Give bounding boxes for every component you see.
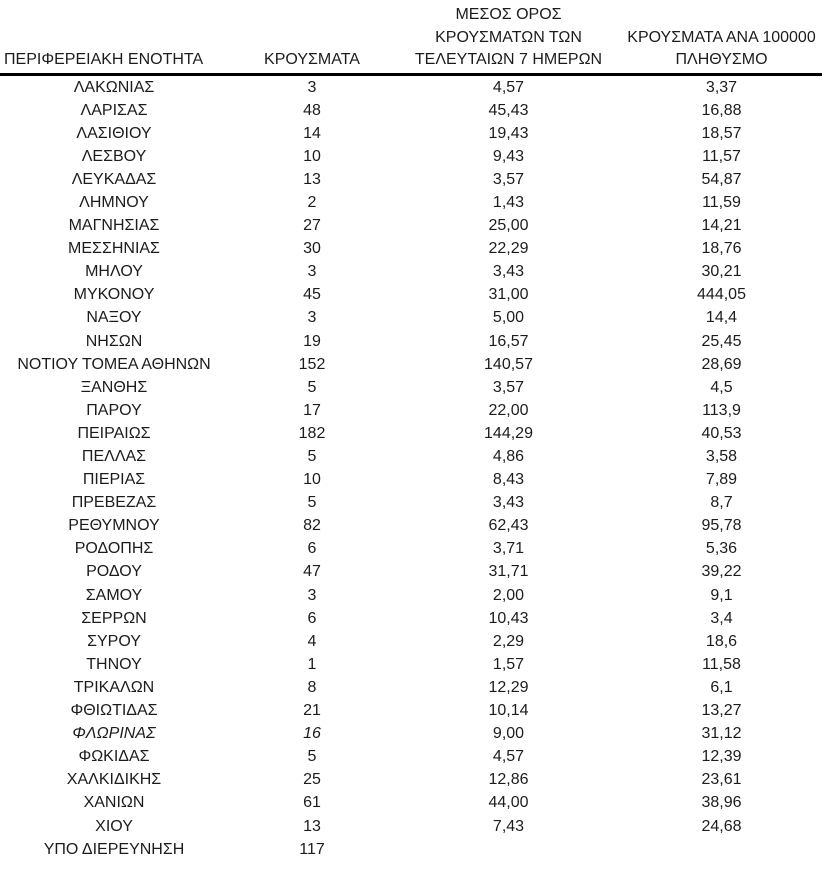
region-cell: ΣΑΜΟΥ	[85, 586, 143, 604]
avg7-cell: 3,71	[492, 540, 525, 558]
avg7-cell: 3,43	[492, 263, 525, 281]
region-cell: ΧΑΛΚΙΔΙΚΗΣ	[66, 771, 162, 789]
per100k-cell: 113,9	[702, 401, 741, 419]
per100k-cell: 13,27	[701, 702, 742, 720]
cases-cell: 13	[303, 817, 321, 835]
region-cell: ΜΑΓΝΗΣΙΑΣ	[68, 217, 160, 235]
region-cell: ΜΗΛΟΥ	[85, 263, 143, 281]
cases-cell: 10	[303, 147, 321, 165]
table-row	[0, 791, 822, 814]
cases-cell: 16	[303, 725, 321, 743]
table-row	[0, 468, 822, 491]
avg7-cell: 22,29	[488, 240, 529, 258]
avg7-cell: 9,00	[492, 725, 525, 743]
cases-cell: 8	[307, 678, 317, 696]
per100k-cell: 11,58	[702, 655, 741, 673]
avg7-cell: 12,86	[488, 771, 529, 789]
region-cell: ΠΕΙΡΑΙΩΣ	[77, 424, 151, 442]
avg7-cell: 3,57	[492, 378, 525, 396]
avg7-cell: 10,43	[488, 609, 529, 627]
region-cell: ΠΡΕΒΕΖΑΣ	[71, 494, 157, 512]
per100k-cell: 38,96	[701, 794, 742, 812]
avg7-cell: 12,29	[488, 678, 529, 696]
cases-cell: 19	[303, 332, 321, 350]
table-row	[0, 491, 822, 514]
table-row	[0, 768, 822, 791]
cases-cell: 117	[299, 840, 325, 858]
table-row	[0, 99, 822, 122]
col-header-per100k-line2: ΠΛΗΘΥΣΜΟ	[675, 51, 768, 68]
table-row	[0, 653, 822, 676]
table-row	[0, 214, 822, 237]
region-cell: ΛΑΚΩΝΙΑΣ	[73, 78, 155, 96]
avg7-cell: 1,57	[492, 655, 525, 673]
col-header-avg7-line3: ΤΕΛΕΥΤΑΙΩΝ 7 ΗΜΕΡΩΝ	[414, 51, 603, 68]
cases-cell: 3	[307, 263, 317, 281]
table-row	[0, 237, 822, 260]
per100k-cell: 54,87	[701, 170, 742, 188]
per100k-cell: 18,6	[705, 632, 738, 650]
col-header-cases	[228, 0, 396, 74]
per100k-cell: 95,78	[701, 517, 742, 535]
per100k-cell: 23,61	[701, 771, 742, 789]
avg7-cell: 31,00	[488, 286, 529, 304]
col-header-per100k	[621, 0, 822, 74]
per100k-cell: 39,22	[701, 563, 742, 581]
region-cell: ΛΑΡΙΣΑΣ	[80, 101, 148, 119]
per100k-cell: 28,69	[701, 355, 742, 373]
col-header-avg7-line2: ΚΡΟΥΣΜΑΤΩΝ ΤΩΝ	[435, 28, 582, 46]
per100k-cell: 3,37	[705, 78, 738, 96]
avg7-cell: 16,57	[488, 332, 529, 350]
per100k-cell: 5,36	[705, 540, 738, 558]
col-header-avg7	[396, 0, 621, 74]
avg7-cell: 4,57	[492, 748, 525, 766]
col-header-per100k-line1: ΚΡΟΥΣΜΑΤΑ ΑΝΑ 100000	[627, 28, 816, 46]
cases-cell: 17	[303, 401, 321, 419]
region-cell: ΧΑΝΙΩΝ	[83, 794, 145, 812]
table-row	[0, 422, 822, 445]
cases-cell: 13	[303, 170, 321, 188]
per100k-cell: 12,39	[701, 748, 742, 766]
cases-cell: 3	[307, 586, 317, 604]
cases-cell: 4	[307, 632, 317, 650]
per100k-cell: 18,76	[701, 240, 742, 258]
table-row	[0, 122, 822, 145]
cases-cell: 3	[307, 78, 317, 96]
region-cell: ΞΑΝΘΗΣ	[80, 378, 148, 396]
header-row	[0, 0, 822, 74]
per100k-cell: 25,45	[701, 332, 742, 350]
per100k-cell: 6,1	[710, 678, 733, 696]
table-row	[0, 584, 822, 607]
per100k-cell: 4,5	[710, 378, 733, 396]
region-cell: ΦΛΩΡΙΝΑΣ	[72, 725, 156, 743]
region-cell: ΤΡΙΚΑΛΩΝ	[73, 678, 155, 696]
cases-cell: 47	[303, 563, 321, 581]
cases-cell: 27	[303, 217, 321, 235]
avg7-cell: 31,71	[488, 563, 529, 581]
region-cell: ΦΩΚΙΔΑΣ	[78, 748, 150, 766]
table-row	[0, 514, 822, 537]
region-cell: ΦΘΙΩΤΙΔΑΣ	[70, 702, 158, 720]
per100k-cell: 11,59	[702, 193, 741, 211]
avg7-cell: 2,00	[492, 586, 525, 604]
per100k-cell: 3,4	[710, 609, 733, 627]
per100k-cell	[621, 838, 822, 861]
table-row	[0, 330, 822, 353]
avg7-cell: 5,00	[492, 309, 525, 327]
region-cell: ΝΟΤΙΟΥ ΤΟΜΕΑ ΑΘΗΝΩΝ	[17, 355, 211, 373]
avg7-cell: 10,14	[488, 702, 529, 720]
table-row	[0, 168, 822, 191]
avg7-cell: 140,57	[484, 355, 533, 373]
table-row	[0, 376, 822, 399]
cases-cell: 14	[303, 124, 321, 142]
per100k-cell: 11,57	[702, 147, 741, 165]
region-cell: ΛΕΥΚΑΔΑΣ	[71, 170, 157, 188]
region-cell: ΠΕΛΛΑΣ	[81, 448, 147, 465]
cases-cell: 21	[303, 702, 321, 720]
cases-cell: 48	[303, 101, 321, 119]
region-cell: ΛΑΣΙΘΙΟΥ	[76, 124, 152, 142]
avg7-cell: 25,00	[488, 217, 529, 235]
cases-cell: 30	[303, 240, 321, 258]
table-row	[0, 537, 822, 560]
avg7-cell: 9,43	[492, 147, 525, 165]
table-row	[0, 745, 822, 768]
table-row	[0, 560, 822, 583]
avg7-cell: 4,57	[492, 78, 525, 96]
region-cell: ΠΙΕΡΙΑΣ	[82, 471, 146, 489]
avg7-cell: 3,57	[492, 170, 525, 188]
cases-cell: 6	[307, 540, 317, 558]
table-row	[0, 145, 822, 168]
region-cell: ΠΑΡΟΥ	[86, 401, 142, 419]
table-row	[0, 74, 822, 99]
avg7-cell: 45,43	[488, 101, 529, 119]
per100k-cell: 31,12	[701, 725, 742, 743]
cases-cell: 5	[307, 748, 317, 766]
region-cell: ΤΗΝΟΥ	[86, 655, 142, 673]
avg7-cell: 4,86	[492, 448, 525, 465]
table-row	[0, 699, 822, 722]
region-cell: ΡΟΔΟΠΗΣ	[74, 540, 154, 558]
table-row	[0, 191, 822, 214]
table-row	[0, 399, 822, 422]
cases-cell: 182	[298, 424, 326, 442]
per100k-cell: 30,21	[701, 263, 742, 281]
avg7-cell	[396, 838, 621, 861]
avg7-cell: 2,29	[492, 632, 525, 650]
per100k-cell: 8,7	[710, 494, 733, 512]
cases-cell: 6	[307, 609, 317, 627]
table-row	[0, 445, 822, 468]
cases-cell: 25	[303, 771, 321, 789]
per100k-cell: 24,68	[701, 817, 742, 835]
table-row	[0, 283, 822, 306]
avg7-cell: 22,00	[488, 401, 529, 419]
per100k-cell: 9,1	[710, 586, 733, 604]
cases-cell: 61	[303, 794, 321, 812]
avg7-cell: 8,43	[492, 471, 525, 489]
region-cell: ΡΕΘΥΜΝΟΥ	[68, 517, 160, 535]
region-cell: ΣΥΡΟΥ	[87, 632, 141, 650]
table-row	[0, 838, 822, 861]
per100k-cell: 444,05	[697, 286, 746, 304]
table-header	[0, 0, 822, 74]
table-row	[0, 306, 822, 329]
avg7-cell: 3,43	[492, 494, 525, 512]
region-cell: ΜΥΚΟΝΟΥ	[73, 286, 155, 304]
cases-cell: 152	[298, 355, 326, 373]
table-row	[0, 722, 822, 745]
table-row	[0, 607, 822, 630]
cases-cell: 82	[303, 517, 321, 535]
cases-cell: 1	[307, 655, 317, 673]
table-body	[0, 74, 822, 861]
cases-cell: 5	[307, 494, 317, 512]
region-cell: ΝΗΣΩΝ	[85, 332, 143, 350]
per100k-cell: 18,57	[701, 124, 742, 142]
cases-cell: 45	[303, 286, 321, 304]
per100k-cell: 7,89	[705, 471, 738, 489]
avg7-cell: 144,29	[484, 424, 533, 442]
avg7-cell: 19,43	[488, 124, 529, 142]
cases-cell: 5	[307, 378, 317, 396]
cases-cell: 2	[307, 193, 317, 211]
per100k-cell: 3,58	[705, 448, 738, 465]
region-cell: ΥΠΟ ΔΙΕΡΕΥΝΗΣΗ	[43, 840, 185, 858]
per100k-cell: 14,21	[701, 217, 742, 235]
per100k-cell: 16,88	[701, 101, 742, 119]
region-cell: ΧΙΟΥ	[95, 817, 133, 835]
per100k-cell: 14,4	[705, 309, 738, 327]
region-cell: ΛΗΜΝΟΥ	[79, 193, 149, 211]
col-header-avg7-line1: ΜΕΣΟΣ ΟΡΟΣ	[455, 6, 562, 23]
region-cell: ΣΕΡΡΩΝ	[81, 609, 147, 627]
region-cell: ΛΕΣΒΟΥ	[81, 147, 147, 165]
avg7-cell: 1,43	[492, 193, 525, 211]
region-cell: ΡΟΔΟΥ	[86, 563, 142, 581]
col-header-region	[0, 0, 228, 74]
cases-cell: 5	[307, 448, 317, 465]
table-row	[0, 815, 822, 838]
table-row	[0, 676, 822, 699]
col-header-region-label: ΠΕΡΙΦΕΡΕΙΑΚΗ ΕΝΟΤΗΤΑ	[4, 51, 204, 68]
per100k-cell: 40,53	[701, 424, 742, 442]
region-cell: ΝΑΞΟΥ	[86, 309, 142, 327]
avg7-cell: 62,43	[488, 517, 529, 535]
avg7-cell: 7,43	[492, 817, 525, 835]
avg7-cell: 44,00	[488, 794, 529, 812]
cases-cell: 3	[307, 309, 317, 327]
cases-cell: 10	[303, 471, 321, 489]
col-header-cases-label: ΚΡΟΥΣΜΑΤΑ	[264, 51, 360, 68]
table-row	[0, 630, 822, 653]
region-cell: ΜΕΣΣΗΝΙΑΣ	[68, 240, 160, 258]
table-row	[0, 260, 822, 283]
table-row	[0, 353, 822, 376]
